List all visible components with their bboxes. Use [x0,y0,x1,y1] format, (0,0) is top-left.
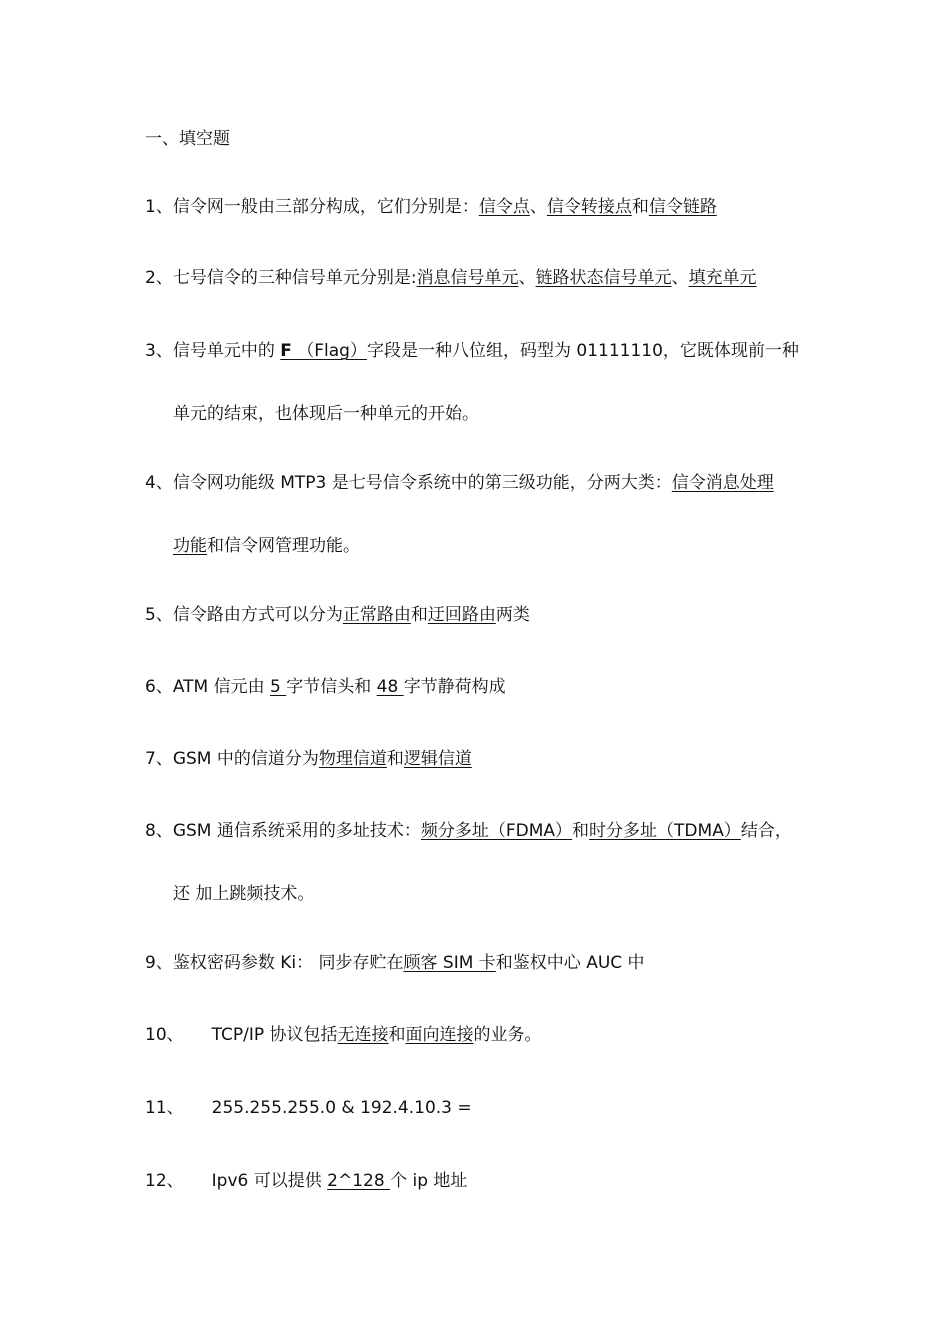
question-text: 和信令网管理功能。 [207,536,360,556]
question-item [145,747,472,771]
question-text: 结合， [740,821,792,841]
question-number: 10、 [145,1025,184,1045]
question-text: 字节静荷构成 [403,677,506,697]
question-item [145,195,717,219]
answer-blank: 2^128 [327,1171,391,1191]
question-text: 字节信头和 [286,677,377,697]
question-item [145,675,506,699]
question-text: 字段是一种八位组，码型为 01111110，它既体现前一种 [366,341,799,361]
question-item [145,1096,472,1120]
answer-blank: 正常路由 [342,605,411,625]
answer-blank: 频分多址（FDMA） [420,821,573,841]
question-item [145,266,757,290]
question-text: 、 [518,268,536,288]
question-text: 信令网功能级 MTP3 是七号信令系统中的第三级功能，分两大类： [172,473,672,493]
answer-blank: 信令转接点 [546,197,632,217]
question-text: 两类 [495,605,530,625]
answer-blank: 48 [376,677,404,697]
question-text: 信令网一般由三部分构成，它们分别是： [172,197,479,217]
question-text: GSM 中的信道分为 [172,749,319,769]
question-text: 、 [671,268,689,288]
question-text: 和 [410,605,428,625]
question-number: 9、 [145,953,173,973]
answer-blank: 物理信道 [318,749,387,769]
answer-blank: 信令链路 [648,197,717,217]
question-text: 、 [529,197,547,217]
section-title: 一、填空题 [145,129,230,149]
question-number: 5、 [145,605,173,625]
question-number: 2、 [145,268,173,288]
question-text: 信号单元中的 [172,341,281,361]
question-text: 还 加上跳频技术。 [173,884,315,904]
question-item [145,951,645,975]
question-number: 7、 [145,749,173,769]
question-item [145,603,530,627]
answer-blank: （Flag） [291,341,367,361]
answer-blank: 顾客 SIM 卡 [403,953,496,973]
question-number: 4、 [145,473,173,493]
question-text: 和 [572,821,590,841]
question-text: 和鉴权中心 AUC 中 [495,953,645,973]
answer-blank: 时分多址（TDMA） [589,821,741,841]
answer-blank: 5 [270,677,287,697]
question-text: GSM 通信系统采用的多址技术： [172,821,421,841]
question-item [145,339,799,363]
question-item [145,1169,467,1193]
question-number: 8、 [145,821,173,841]
question-text: 和 [388,1025,406,1045]
question-text: 255.255.255.0 & 192.4.10.3 = [211,1098,472,1118]
question-text: Ipv6 可以提供 [211,1171,328,1191]
question-text: 信令路由方式可以分为 [172,605,343,625]
answer-blank: 逻辑信道 [403,749,472,769]
answer-blank: 填充单元 [688,268,757,288]
question-continuation [173,534,360,558]
question-number: 1、 [145,197,173,217]
question-text: 鉴权密码参数 Ki： 同步存贮在 [172,953,404,973]
question-text: 和 [631,197,649,217]
answer-blank: 链路状态信号单元 [535,268,672,288]
question-text: 七号信令的三种信号单元分别是: [172,268,417,288]
question-number: 11、 [145,1098,184,1118]
question-number: 6、 [145,677,173,697]
answer-blank: 信令消息处理 [671,473,774,493]
question-text: TCP/IP 协议包括 [211,1025,338,1045]
answer-blank: 消息信号单元 [416,268,519,288]
answer-blank: 功能 [173,536,207,556]
question-text: 和 [386,749,404,769]
question-text: 的业务。 [473,1025,542,1045]
answer-blank: F [280,341,292,361]
answer-blank: 信令点 [478,197,530,217]
question-number: 3、 [145,341,173,361]
question-continuation [173,402,479,426]
question-number: 12、 [145,1171,184,1191]
answer-blank: 无连接 [337,1025,389,1045]
answer-blank: 面向连接 [405,1025,474,1045]
question-text: 单元的结束，也体现后一种单元的开始。 [173,404,479,424]
question-item [145,819,792,843]
question-item [145,1023,542,1047]
question-text: ATM 信元由 [172,677,270,697]
question-text: 个 ip 地址 [390,1171,468,1191]
question-continuation [173,882,314,906]
question-item [145,471,774,495]
answer-blank: 迂回路由 [427,605,496,625]
